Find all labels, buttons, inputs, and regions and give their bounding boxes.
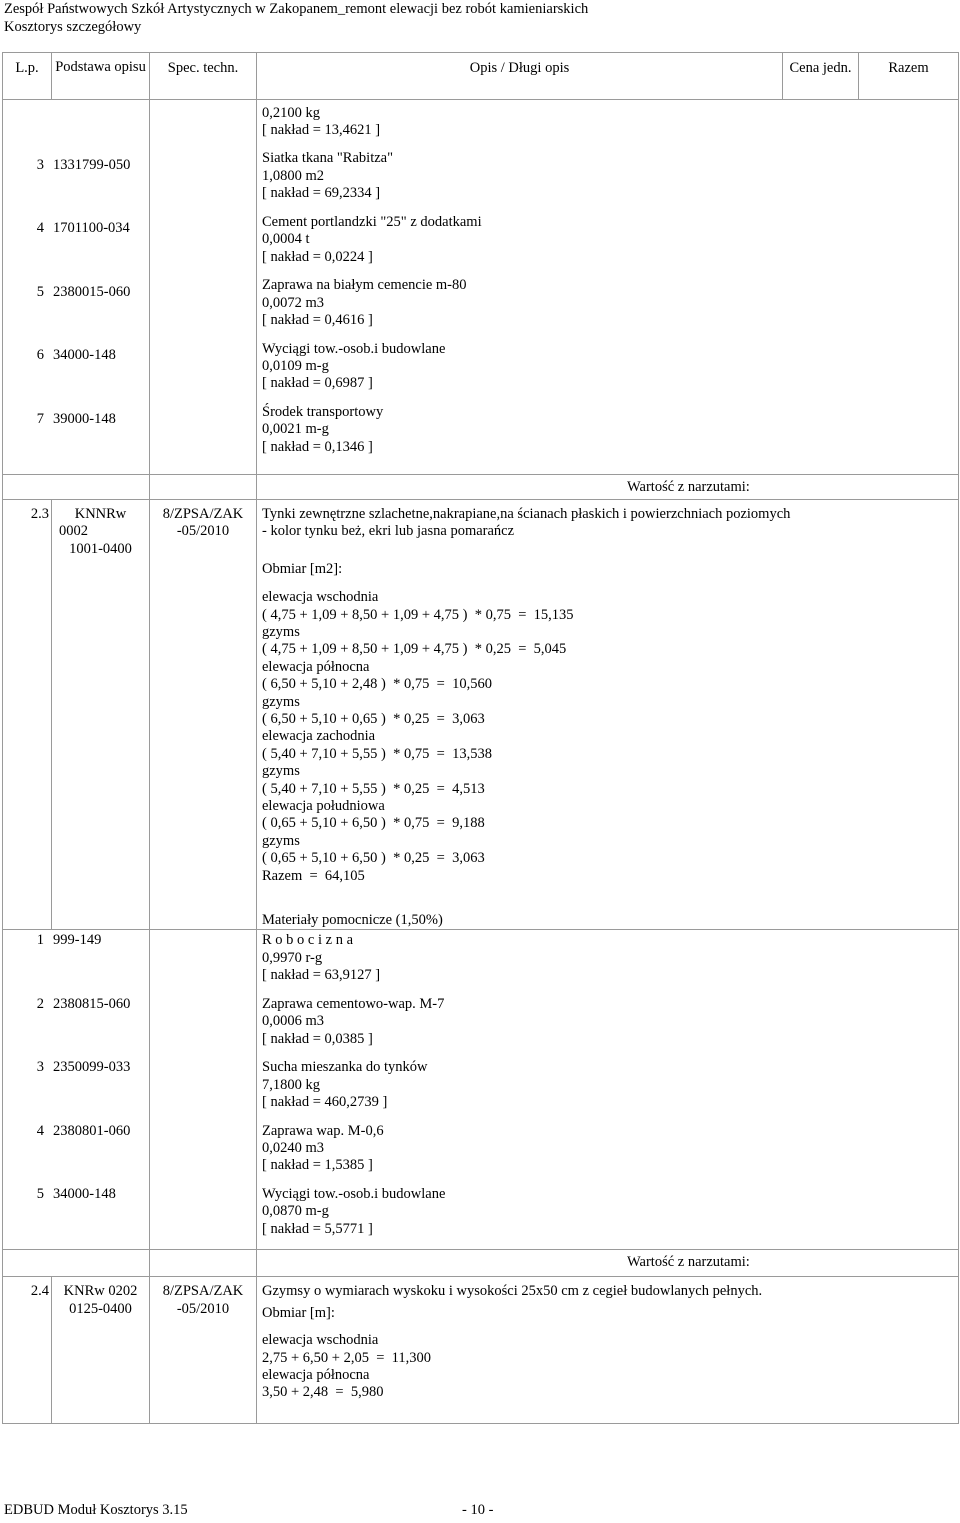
- material-code: 2380801-060: [53, 1122, 131, 1139]
- material-naklad: [ nakład = 1,5385 ]: [262, 1157, 373, 1174]
- material-name: Wyciągi tow.-osob.i budowlane: [262, 1186, 446, 1203]
- material-naklad: [ nakład = 0,0385 ]: [262, 1030, 373, 1047]
- document-header: [4, 0, 588, 36]
- material-code-row: [3, 220, 149, 273]
- obmiar-line: ( 4,75 + 1,09 + 8,50 + 1,09 + 4,75 ) * 0,75 = 15,135: [262, 606, 574, 623]
- material-naklad: [ nakład = 0,1346 ]: [262, 438, 373, 455]
- position-description: Gzymsy o wymiarach wyskoku i wysokości 25x50 cm z cegieł budowlanych pełnych.: [262, 1283, 763, 1300]
- material-number: 5: [36, 283, 44, 300]
- obmiar-line: elewacja zachodnia: [262, 728, 376, 745]
- material-naklad: [ nakład = 69,2334 ]: [262, 185, 381, 202]
- material-codes-2: [3, 932, 149, 1238]
- material-block-1: [3, 100, 959, 475]
- obmiar-line: gzyms: [262, 832, 300, 849]
- material-code: 34000-148: [53, 1186, 116, 1203]
- material-code: 34000-148: [53, 347, 116, 364]
- material-code-row: [3, 411, 149, 464]
- material-desc-row: [262, 1123, 954, 1176]
- col-opis: Opis / Długi opis: [257, 53, 783, 100]
- material-number: 3: [36, 157, 44, 173]
- value-with-markups-label: Wartość z narzutami:: [627, 1254, 750, 1271]
- material-code-row: [3, 932, 149, 985]
- value-row-2: [3, 1250, 959, 1277]
- material-desc-row: [262, 404, 954, 457]
- material-qty: 0,0072 m3: [262, 294, 325, 311]
- position-2-4: [3, 1277, 959, 1424]
- position-spec: 8/ZPSA/ZAK -05/2010: [150, 499, 257, 930]
- material-qty: 0,0240 m3: [262, 1140, 325, 1157]
- obmiar-line: ( 6,50 + 5,10 + 0,65 ) * 0,25 = 3,063: [262, 711, 485, 728]
- material-naklad: [ nakład = 0,6987 ]: [262, 375, 373, 392]
- position-basis: KNRw 0202 0125-0400: [52, 1277, 150, 1424]
- obmiar-line: elewacja wschodnia: [262, 1332, 379, 1349]
- material-code: 1701100-034: [53, 220, 130, 237]
- material-qty: 0,0004 t: [262, 231, 310, 248]
- material-desc-row: [262, 1059, 954, 1112]
- material-naklad: [ nakład = 5,5771 ]: [262, 1220, 373, 1237]
- material-descriptions-2: [262, 932, 954, 1238]
- material-naklad: [ nakład = 63,9127 ]: [262, 967, 381, 984]
- material-name: Zaprawa wap. M-0,6: [262, 1122, 384, 1139]
- obmiar-line: gzyms: [262, 693, 300, 710]
- material-qty: 0,9970 r-g: [262, 949, 323, 966]
- material-qty: 0,2100 kg: [262, 105, 320, 121]
- material-naklad: [ nakład = 0,0224 ]: [262, 248, 373, 265]
- material-number: 6: [36, 347, 44, 364]
- material-name: R o b o c i z n a: [262, 932, 354, 949]
- material-block-2: [3, 930, 959, 1250]
- material-code: 2380015-060: [53, 283, 131, 300]
- material-name: Wyciągi tow.-osob.i budowlane: [262, 340, 446, 357]
- document-title: Zespół Państwowych Szkół Artystycznych w Zakopanem_remont elewacji bez robót kamieniarskich: [4, 1, 589, 17]
- position-spec: 8/ZPSA/ZAK -05/2010: [150, 1277, 257, 1424]
- material-naklad: [ nakład = 0,4616 ]: [262, 312, 373, 328]
- obmiar-line: elewacja północna: [262, 658, 370, 675]
- material-qty: 0,0870 m-g: [262, 1203, 329, 1220]
- col-podstawa: Podstawa opisu: [52, 53, 150, 100]
- material-number: 2: [36, 995, 44, 1012]
- material-code: 2380815-060: [53, 995, 131, 1012]
- obmiar-line: elewacja południowa: [262, 798, 385, 815]
- material-qty: 7,1800 kg: [262, 1076, 320, 1093]
- material-number: 3: [36, 1059, 44, 1076]
- position-2-3: [3, 499, 959, 930]
- obmiar-line: 2,75 + 6,50 + 2,05 = 11,300: [262, 1349, 431, 1366]
- position-number: 2.4: [3, 1277, 52, 1424]
- obmiar-line: ( 0,65 + 5,10 + 6,50 ) * 0,75 = 9,188: [262, 815, 485, 832]
- material-name: Środek transportowy: [262, 403, 384, 420]
- obmiar-lines: [262, 589, 954, 885]
- material-codes-1: [3, 157, 149, 463]
- material-code: 1331799-050: [53, 157, 131, 173]
- material-qty: 0,0006 m3: [262, 1013, 325, 1030]
- material-code-row: [3, 996, 149, 1049]
- material-number: 5: [36, 1186, 44, 1203]
- page-footer: [4, 1502, 494, 1519]
- obmiar-line: gzyms: [262, 623, 300, 640]
- obmiar-line: gzyms: [262, 763, 300, 780]
- material-code: 2350099-033: [53, 1059, 131, 1076]
- col-cena: Cena jedn.: [783, 53, 859, 100]
- obmiar-label: Obmiar [m2]:: [262, 560, 343, 577]
- obmiar-label: Obmiar [m]:: [262, 1304, 335, 1321]
- obmiar-line: 3,50 + 2,48 = 5,980: [262, 1384, 384, 1401]
- footer-software: EDBUD Moduł Kosztorys 3.15: [4, 1502, 188, 1518]
- material-desc-row: [262, 150, 954, 203]
- page-number: - 10 -: [462, 1502, 494, 1518]
- value-row-1: [3, 474, 959, 499]
- material-name: Zaprawa na białym cemencie m-80: [262, 277, 467, 294]
- obmiar-line: ( 6,50 + 5,10 + 2,48 ) * 0,75 = 10,560: [262, 676, 492, 693]
- material-number: 7: [36, 410, 44, 427]
- material-code-row: [3, 1059, 149, 1112]
- obmiar-line: Razem = 64,105: [262, 867, 365, 884]
- obmiar-line: ( 5,40 + 7,10 + 5,55 ) * 0,25 = 4,513: [262, 780, 485, 797]
- material-name: Siatka tkana "Rabitza": [262, 150, 394, 167]
- material-desc-row: [262, 1186, 954, 1239]
- col-spec: Spec. techn.: [150, 53, 257, 100]
- material-number: 1: [36, 932, 44, 949]
- material-desc-row: [262, 214, 954, 267]
- material-code: 999-149: [53, 932, 102, 949]
- material-descriptions-1: [262, 150, 954, 456]
- material-code-row: [3, 347, 149, 400]
- material-desc-row: [262, 932, 954, 985]
- material-code-row: [3, 1123, 149, 1176]
- obmiar-line: elewacja północna: [262, 1367, 370, 1384]
- material-qty: 0,0109 m-g: [262, 357, 329, 374]
- material-desc-row: [262, 341, 954, 394]
- obmiar-line: ( 0,65 + 5,10 + 6,50 ) * 0,25 = 3,063: [262, 850, 485, 867]
- aux-materials: Materiały pomocnicze (1,50%): [262, 912, 443, 929]
- col-razem: Razem: [859, 53, 959, 100]
- value-with-markups-label: Wartość z narzutami:: [627, 478, 750, 495]
- table-header-row: [3, 53, 959, 100]
- material-code-row: [3, 1186, 149, 1239]
- position-description: Tynki zewnętrzne szlachetne,nakrapiane,na ścianach płaskich i powierzchniach poziomych - kolor tynku beż, ekri lub jasna pomarańcz: [262, 505, 791, 540]
- col-lp: L.p.: [3, 53, 52, 100]
- material-naklad: [ nakład = 13,4621 ]: [262, 122, 381, 139]
- material-naklad: [ nakład = 460,2739 ]: [262, 1094, 388, 1111]
- material-qty: 1,0800 m2: [262, 167, 325, 184]
- material-code: 39000-148: [53, 410, 116, 427]
- document-subtitle: Kosztorys szczegółowy: [4, 19, 142, 35]
- estimate-table: [2, 52, 959, 1424]
- obmiar-line: ( 4,75 + 1,09 + 8,50 + 1,09 + 4,75 ) * 0,25 = 5,045: [262, 641, 567, 658]
- obmiar-line: ( 5,40 + 7,10 + 5,55 ) * 0,75 = 13,538: [262, 745, 492, 762]
- material-code-row: [3, 157, 149, 210]
- obmiar-lines: [262, 1332, 954, 1402]
- material-desc-row: [262, 996, 954, 1049]
- material-desc-row: [262, 277, 954, 330]
- material-qty: 0,0021 m-g: [262, 421, 329, 438]
- material-number: 4: [36, 220, 44, 237]
- position-basis: KNNRw 0002 1001-0400: [52, 499, 150, 930]
- obmiar-line: elewacja wschodnia: [262, 589, 379, 606]
- material-number: 4: [36, 1122, 44, 1139]
- material-name: Cement portlandzki "25" z dodatkami: [262, 213, 482, 230]
- material-code-row: [3, 284, 149, 337]
- material-name: Zaprawa cementowo-wap. M-7: [262, 995, 445, 1012]
- position-number: 2.3: [3, 499, 52, 930]
- material-name: Sucha mieszanka do tynków: [262, 1059, 428, 1076]
